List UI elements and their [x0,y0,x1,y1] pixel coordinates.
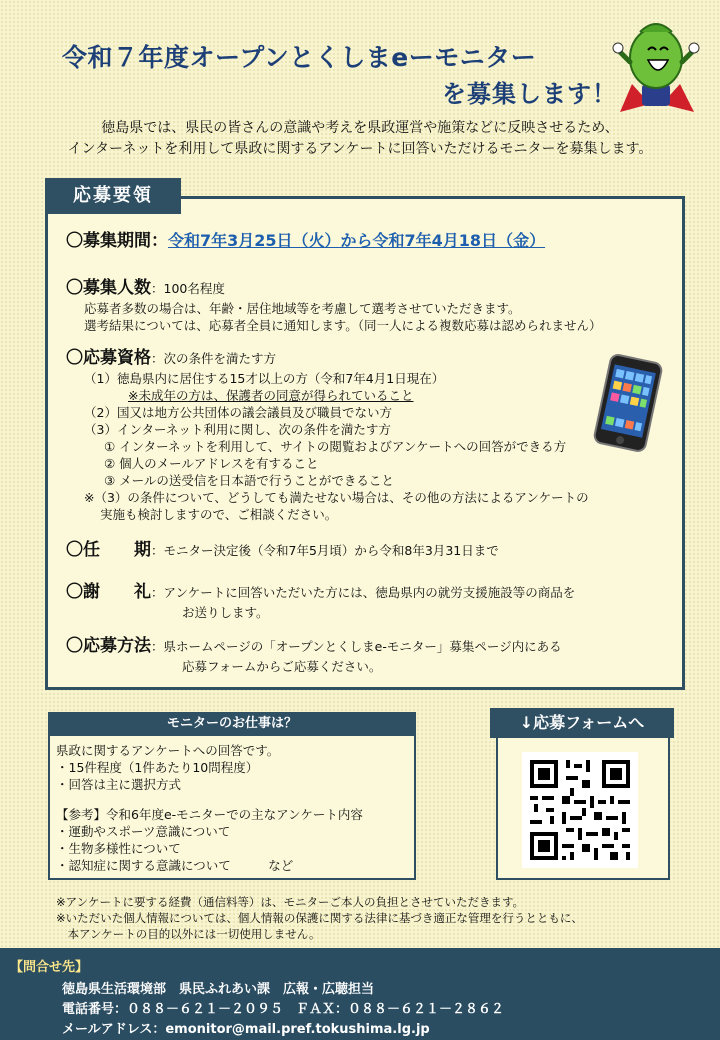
reward-row [66,584,575,601]
condition-3-item: ② 個人のメールアドレスを有すること [104,456,319,471]
condition-1-note: ※未成年の方は、保護者の同意が得られていること [128,388,414,403]
reference-item: ・認知症に関する意識について など [56,858,294,873]
condition-3: （3）インターネット利用に関し、次の条件を満たす方 [84,422,391,437]
count-line: 選考結果については、応募者全員に通知します。（同一人による複数応募は認められません） [84,318,602,333]
contact-heading: 【問合せ先】 [10,960,89,975]
note-line: ※いただいた個人情報については、個人情報の保護に関する法律に基づき適正な管理を行うとともに、 [56,911,583,925]
period-row [66,232,545,250]
qualification-note: 実施も検討しますので、ご相談ください。 [100,507,338,522]
note-line: ※アンケートに要する経費（通信料等）は、モニターご本人の負担とさせていただきます。 [56,895,525,909]
reference-item: ・生物多様性について [56,841,181,856]
qualification-row [66,350,276,367]
term-value: ：モニター決定後（令和7年5月頃）から令和8年3月31日まで [151,543,499,558]
period-label: 〇募集期間 [66,231,151,251]
term-label: 〇任 期 [66,540,151,560]
intro-text [0,118,720,160]
qualification-note: ※（3）の条件について、どうしても満たせない場合は、その他の方法によるアンケートの [84,490,589,505]
work-line: 県政に関するアンケートへの回答です。 [56,743,280,758]
application-form-header[interactable]: ↓応募フォームへ [490,708,674,738]
method-line: ：県ホームページの「オープンとくしまe-モニター」募集ページ内にある [151,639,562,654]
period-sep: ： [151,231,168,251]
reference-item: ・運動やスポーツ意識について [56,824,231,839]
count-line: 応募者多数の場合は、年齢・居住地域等を考慮して選考させていただきます。 [84,301,521,316]
qualification-label: 〇応募資格 [66,348,151,368]
work-line: ・15件程度（1件あたり10問程度） [56,760,259,775]
count-value: ：100名程度 [151,281,225,296]
work-line: ・回答は主に選択方式 [56,777,182,792]
term-row [66,542,499,559]
qr-code[interactable] [522,752,638,868]
page-title: 令和７年度オープンとくしまeーモニター [62,43,537,72]
count-row [66,280,225,297]
contact-footer [0,948,720,1040]
method-line: 応募フォームからご応募ください。 [182,659,382,674]
notes [56,894,583,942]
method-label: 〇応募方法 [66,636,151,656]
qualification-value: ：次の条件を満たす方 [151,351,277,366]
smartphone-illustration [588,354,668,452]
contact-email[interactable]: メールアドレス：emonitor@mail.pref.tokushima.lg.jp [62,1022,430,1037]
contact-department: 徳島県生活環境部 県民ふれあい課 広報・広聴担当 [62,982,375,997]
reward-line: お送りします。 [182,605,269,620]
intro-line: 徳島県では、県民の皆さんの意識や考えを県政運営や施策などに反映させるため、 [101,120,619,136]
intro-line: インターネットを利用して県政に関するアンケートに回答いただけるモニターを募集します。 [67,141,653,157]
reference-title: 【参考】令和6年度e-モニターでの主なアンケート内容 [56,807,363,822]
method-row [66,638,562,655]
section-label: 応募要領 [45,178,181,214]
period-value: 令和7年3月25日（火）から令和7年4月18日（金） [168,231,546,250]
note-line: 本アンケートの目的以外には一切使用しません。 [56,927,321,941]
reward-label: 〇謝 礼 [66,582,151,602]
count-label: 〇募集人数 [66,278,151,298]
monitor-work-header: モニターのお仕事は？ [48,712,416,736]
condition-3-item: ① インターネットを利用して、サイトの閲覧およびアンケートへの回答ができる方 [104,439,567,454]
condition-3-item: ③ メールの送受信を日本語で行うことができること [104,473,394,488]
reward-line: ：アンケートに回答いただいた方には、徳島県内の就労支援施設等の商品を [151,585,576,600]
contact-phone-fax: 電話番号：０８８－６２１－２０９５ ＦＡＸ：０８８－６２１－２８６２ [62,1002,505,1017]
condition-1: （1）徳島県内に居住する15才以上の方（令和7年4月1日現在） [84,371,445,386]
condition-2: （2）国又は地方公共団体の議会議員及び職員でない方 [84,405,392,420]
mascot-illustration [610,14,702,118]
page-subtitle: を募集します！ [442,80,617,108]
